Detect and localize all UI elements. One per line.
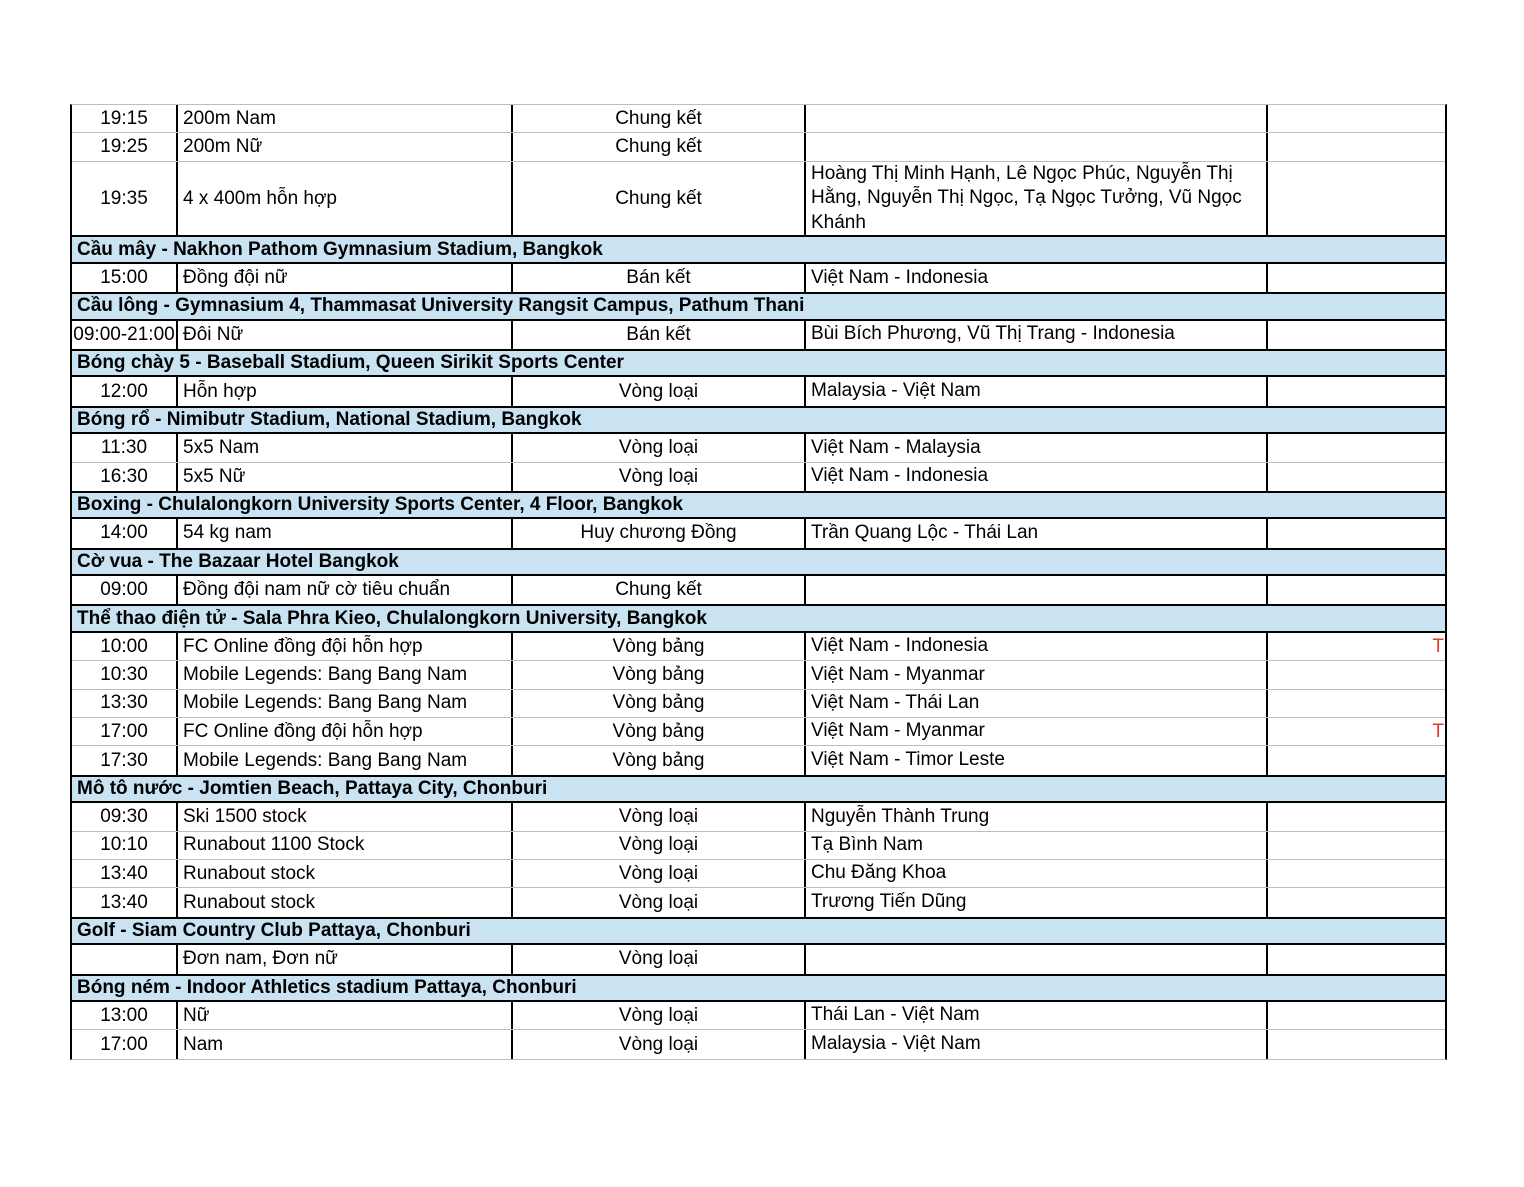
event-cell-text: 5x5 Nam xyxy=(183,436,260,458)
time-cell-text: 17:00 xyxy=(100,1033,148,1055)
event-cell-text: 200m Nam xyxy=(183,107,276,129)
round-cell-text: Chung kết xyxy=(615,136,702,158)
round-cell xyxy=(513,945,806,973)
section-header-label: Bóng rổ - Nimibutr Stadium, National Stadium, Bangkok xyxy=(77,408,582,430)
schedule-row xyxy=(72,377,1445,405)
round-cell-text: Vòng bảng xyxy=(612,720,705,742)
time-cell-text: 17:00 xyxy=(100,720,148,742)
schedule-row xyxy=(72,718,1445,746)
time-cell xyxy=(72,162,178,236)
round-cell-text: Chung kết xyxy=(615,187,702,209)
time-cell-text: 09:00-21:00 xyxy=(73,323,175,345)
event-cell-text: Mobile Legends: Bang Bang Nam xyxy=(183,749,468,771)
event-cell-text: Mobile Legends: Bang Bang Nam xyxy=(183,692,468,714)
note-cell xyxy=(1268,1002,1445,1029)
round-cell xyxy=(513,746,806,774)
event-cell-text: FC Online đồng đội hỗn hợp xyxy=(183,635,423,657)
round-cell xyxy=(513,434,806,461)
participants-cell-text: Việt Nam - Malaysia xyxy=(811,436,981,458)
participants-cell xyxy=(806,519,1268,547)
schedule-row xyxy=(72,434,1445,462)
participants-cell-text: Việt Nam - Indonesia xyxy=(811,465,989,487)
round-cell xyxy=(513,162,806,236)
section-header xyxy=(72,349,1445,377)
time-cell xyxy=(72,105,178,132)
time-cell xyxy=(72,945,178,973)
schedule-row xyxy=(72,803,1445,831)
section-header xyxy=(72,406,1445,434)
time-cell-text: 19:25 xyxy=(100,136,148,158)
round-cell xyxy=(513,133,806,160)
time-cell-text: 19:15 xyxy=(100,107,148,129)
round-cell-text: Vòng loại xyxy=(618,805,699,827)
round-cell xyxy=(513,463,806,491)
event-cell xyxy=(178,105,513,132)
note-cell xyxy=(1268,803,1445,830)
participants-cell-text: Trương Tiến Dũng xyxy=(811,891,967,913)
time-cell xyxy=(72,746,178,774)
time-cell-text: 12:00 xyxy=(100,380,148,402)
time-cell-text: 16:30 xyxy=(100,465,148,487)
schedule-row xyxy=(72,1030,1445,1058)
note-cell xyxy=(1268,321,1445,349)
time-cell-text: 09:00 xyxy=(100,579,148,601)
event-cell xyxy=(178,1002,513,1029)
round-cell-text: Bán kết xyxy=(626,323,691,345)
schedule-row xyxy=(72,264,1445,292)
section-header-label: Bóng chày 5 - Baseball Stadium, Queen Sirikit Sports Center xyxy=(77,352,624,374)
time-cell xyxy=(72,377,178,405)
event-cell xyxy=(178,162,513,236)
round-cell-text: Vòng loại xyxy=(618,1004,699,1026)
participants-cell-text: Việt Nam - Indonesia xyxy=(811,266,989,288)
time-cell-text: 19:35 xyxy=(100,187,148,209)
round-cell-text: Vòng bảng xyxy=(612,635,705,657)
round-cell xyxy=(513,888,806,916)
section-header-label: Cờ vua - The Bazaar Hotel Bangkok xyxy=(77,550,399,572)
time-cell-text: 15:00 xyxy=(100,266,148,288)
schedule-row xyxy=(72,576,1445,604)
schedule-row xyxy=(72,832,1445,860)
event-cell xyxy=(178,832,513,859)
participants-cell-text: Việt Nam - Timor Leste xyxy=(811,749,1005,771)
time-cell-text: 13:40 xyxy=(100,891,148,913)
participants-cell xyxy=(806,860,1268,887)
note-cell-text: T xyxy=(1432,720,1444,742)
round-cell xyxy=(513,832,806,859)
note-cell xyxy=(1268,633,1445,660)
event-cell-text: Hỗn hợp xyxy=(183,380,257,402)
event-cell-text: Đôi Nữ xyxy=(183,323,244,345)
schedule-row xyxy=(72,463,1445,491)
event-cell xyxy=(178,377,513,405)
round-cell-text: Vòng loại xyxy=(618,465,699,487)
participants-cell-text: Việt Nam - Indonesia xyxy=(811,635,989,657)
round-cell xyxy=(513,1002,806,1029)
note-cell xyxy=(1268,718,1445,745)
round-cell xyxy=(513,321,806,349)
event-cell xyxy=(178,264,513,292)
participants-cell xyxy=(806,133,1268,160)
round-cell-text: Vòng loại xyxy=(618,1033,699,1055)
participants-cell-text: Malaysia - Việt Nam xyxy=(811,380,981,402)
round-cell-text: Vòng loại xyxy=(618,436,699,458)
time-cell-text: 09:30 xyxy=(100,805,148,827)
section-header-label: Cầu mây - Nakhon Pathom Gymnasium Stadium, Bangkok xyxy=(77,238,603,260)
event-cell-text: Đồng đội nữ xyxy=(183,266,288,288)
time-cell xyxy=(72,1030,178,1058)
event-cell-text: Runabout stock xyxy=(183,862,316,884)
round-cell-text: Vòng loại xyxy=(618,891,699,913)
event-cell-text: Đồng đội nam nữ cờ tiêu chuẩn xyxy=(183,579,451,601)
schedule-row xyxy=(72,888,1445,916)
event-cell xyxy=(178,803,513,830)
participants-cell-text: Tạ Bình Nam xyxy=(811,834,923,856)
participants-cell xyxy=(806,718,1268,745)
round-cell-text: Vòng bảng xyxy=(612,692,705,714)
participants-cell xyxy=(806,803,1268,830)
time-cell xyxy=(72,860,178,887)
time-cell-text: 13:40 xyxy=(100,862,148,884)
note-cell xyxy=(1268,434,1445,461)
note-cell xyxy=(1268,690,1445,717)
time-cell-text: 17:30 xyxy=(100,749,148,771)
participants-cell xyxy=(806,377,1268,405)
section-header-label: Bóng ném - Indoor Athletics stadium Pattaya, Chonburi xyxy=(77,976,577,998)
participants-cell-text: Hoàng Thị Minh Hạnh, Lê Ngọc Phúc, Nguyễn Thị Hằng, Nguyễn Thị Ngọc, Tạ Ngọc Tưởng, Vũ Ngọc Khánh xyxy=(811,162,1242,233)
time-cell xyxy=(72,718,178,745)
participants-cell xyxy=(806,661,1268,688)
note-cell xyxy=(1268,463,1445,491)
event-cell xyxy=(178,718,513,745)
schedule-row xyxy=(72,1002,1445,1030)
time-cell xyxy=(72,519,178,547)
event-cell xyxy=(178,463,513,491)
round-cell xyxy=(513,519,806,547)
event-cell xyxy=(178,661,513,688)
time-cell-text: 11:30 xyxy=(100,436,148,458)
section-header xyxy=(72,292,1445,320)
schedule-row xyxy=(72,690,1445,718)
round-cell xyxy=(513,576,806,604)
section-header-label: Boxing - Chulalongkorn University Sports Center, 4 Floor, Bangkok xyxy=(77,494,683,516)
round-cell xyxy=(513,803,806,830)
section-header-label: Cầu lông - Gymnasium 4, Thammasat University Rangsit Campus, Pathum Thani xyxy=(77,295,805,317)
participants-cell xyxy=(806,463,1268,491)
schedule-row xyxy=(72,519,1445,547)
event-cell xyxy=(178,321,513,349)
round-cell-text: Vòng bảng xyxy=(612,663,705,685)
round-cell-text: Vòng loại xyxy=(618,862,699,884)
schedule-row xyxy=(72,133,1445,161)
round-cell xyxy=(513,377,806,405)
round-cell xyxy=(513,105,806,132)
note-cell xyxy=(1268,860,1445,887)
time-cell xyxy=(72,463,178,491)
schedule-row xyxy=(72,860,1445,888)
schedule-row xyxy=(72,945,1445,973)
event-cell-text: 54 kg nam xyxy=(183,522,272,544)
event-cell-text: Runabout 1100 Stock xyxy=(183,834,365,856)
round-cell-text: Chung kết xyxy=(615,107,702,129)
time-cell xyxy=(72,321,178,349)
participants-cell xyxy=(806,945,1268,973)
time-cell xyxy=(72,1002,178,1029)
time-cell xyxy=(72,832,178,859)
participants-cell xyxy=(806,162,1268,236)
participants-cell xyxy=(806,321,1268,349)
time-cell-text: 10:00 xyxy=(100,635,148,657)
section-header xyxy=(72,775,1445,803)
schedule-row xyxy=(72,321,1445,349)
event-cell-text: Runabout stock xyxy=(183,891,316,913)
time-cell-text: 10:10 xyxy=(100,834,148,856)
event-cell xyxy=(178,576,513,604)
event-cell xyxy=(178,860,513,887)
round-cell-text: Bán kết xyxy=(626,266,691,288)
round-cell xyxy=(513,860,806,887)
participants-cell xyxy=(806,633,1268,660)
participants-cell xyxy=(806,888,1268,916)
section-header-label: Mô tô nước - Jomtien Beach, Pattaya City, Chonburi xyxy=(77,777,548,799)
round-cell xyxy=(513,718,806,745)
event-cell-text: 200m Nữ xyxy=(183,136,263,158)
note-cell xyxy=(1268,519,1445,547)
event-cell xyxy=(178,945,513,973)
schedule-table xyxy=(70,104,1447,1060)
participants-cell-text: Malaysia - Việt Nam xyxy=(811,1033,981,1055)
time-cell-text: 13:30 xyxy=(100,692,148,714)
time-cell xyxy=(72,888,178,916)
round-cell xyxy=(513,633,806,660)
participants-cell-text: Việt Nam - Thái Lan xyxy=(811,692,980,714)
event-cell-text: Đơn nam, Đơn nữ xyxy=(183,948,338,970)
note-cell xyxy=(1268,377,1445,405)
event-cell-text: FC Online đồng đội hỗn hợp xyxy=(183,720,423,742)
event-cell xyxy=(178,746,513,774)
participants-cell xyxy=(806,1002,1268,1029)
schedule-row xyxy=(72,746,1445,774)
time-cell xyxy=(72,576,178,604)
section-header xyxy=(72,917,1445,945)
event-cell-text: Mobile Legends: Bang Bang Nam xyxy=(183,663,468,685)
section-header xyxy=(72,235,1445,263)
time-cell-text: 10:30 xyxy=(100,663,148,685)
participants-cell-text: Trần Quang Lộc - Thái Lan xyxy=(811,522,1039,544)
round-cell xyxy=(513,690,806,717)
participants-cell xyxy=(806,264,1268,292)
participants-cell xyxy=(806,832,1268,859)
time-cell xyxy=(72,661,178,688)
time-cell xyxy=(72,264,178,292)
time-cell xyxy=(72,633,178,660)
participants-cell xyxy=(806,434,1268,461)
section-header xyxy=(72,491,1445,519)
round-cell-text: Vòng bảng xyxy=(612,749,705,771)
note-cell xyxy=(1268,133,1445,160)
note-cell-text: T xyxy=(1432,635,1444,657)
participants-cell xyxy=(806,1030,1268,1058)
event-cell xyxy=(178,434,513,461)
event-cell xyxy=(178,690,513,717)
round-cell-text: Vòng loại xyxy=(618,380,699,402)
time-cell xyxy=(72,133,178,160)
event-cell-text: 5x5 Nữ xyxy=(183,465,246,487)
event-cell-text: Nữ xyxy=(183,1004,210,1026)
participants-cell xyxy=(806,105,1268,132)
round-cell-text: Vòng loại xyxy=(618,834,699,856)
schedule-row xyxy=(72,162,1445,236)
note-cell xyxy=(1268,746,1445,774)
note-cell xyxy=(1268,888,1445,916)
schedule-row xyxy=(72,661,1445,689)
time-cell-text: 14:00 xyxy=(100,522,148,544)
participants-cell-text: Việt Nam - Myanmar xyxy=(811,663,985,685)
participants-cell xyxy=(806,576,1268,604)
round-cell-text: Chung kết xyxy=(615,579,702,601)
participants-cell-text: Thái Lan - Việt Nam xyxy=(811,1004,980,1026)
round-cell-text: Vòng loại xyxy=(618,948,699,970)
event-cell xyxy=(178,1030,513,1058)
section-header-label: Golf - Siam Country Club Pattaya, Chonburi xyxy=(77,919,471,941)
event-cell xyxy=(178,133,513,160)
note-cell xyxy=(1268,945,1445,973)
schedule-row xyxy=(72,633,1445,661)
event-cell xyxy=(178,519,513,547)
event-cell xyxy=(178,633,513,660)
participants-cell-text: Việt Nam - Myanmar xyxy=(811,720,985,742)
participants-cell-text: Bùi Bích Phương, Vũ Thị Trang - Indonesia xyxy=(811,323,1175,345)
note-cell xyxy=(1268,832,1445,859)
participants-cell-text: Chu Đăng Khoa xyxy=(811,862,947,884)
time-cell xyxy=(72,434,178,461)
section-header xyxy=(72,548,1445,576)
participants-cell-text: Nguyễn Thành Trung xyxy=(811,805,990,827)
participants-cell xyxy=(806,746,1268,774)
section-header xyxy=(72,974,1445,1002)
note-cell xyxy=(1268,1030,1445,1058)
time-cell xyxy=(72,803,178,830)
event-cell-text: Ski 1500 stock xyxy=(183,805,307,827)
participants-cell xyxy=(806,690,1268,717)
schedule-row xyxy=(72,105,1445,133)
event-cell-text: Nam xyxy=(183,1033,224,1055)
note-cell xyxy=(1268,576,1445,604)
event-cell xyxy=(178,888,513,916)
note-cell xyxy=(1268,264,1445,292)
round-cell-text: Huy chương Đồng xyxy=(580,522,737,544)
event-cell-text: 4 x 400m hỗn hợp xyxy=(183,187,338,209)
round-cell xyxy=(513,661,806,688)
time-cell xyxy=(72,690,178,717)
note-cell xyxy=(1268,105,1445,132)
section-header xyxy=(72,604,1445,632)
round-cell xyxy=(513,264,806,292)
note-cell xyxy=(1268,162,1445,236)
note-cell xyxy=(1268,661,1445,688)
section-header-label: Thể thao điện tử - Sala Phra Kieo, Chulalongkorn University, Bangkok xyxy=(77,607,707,629)
time-cell-text: 13:00 xyxy=(100,1004,148,1026)
round-cell xyxy=(513,1030,806,1058)
